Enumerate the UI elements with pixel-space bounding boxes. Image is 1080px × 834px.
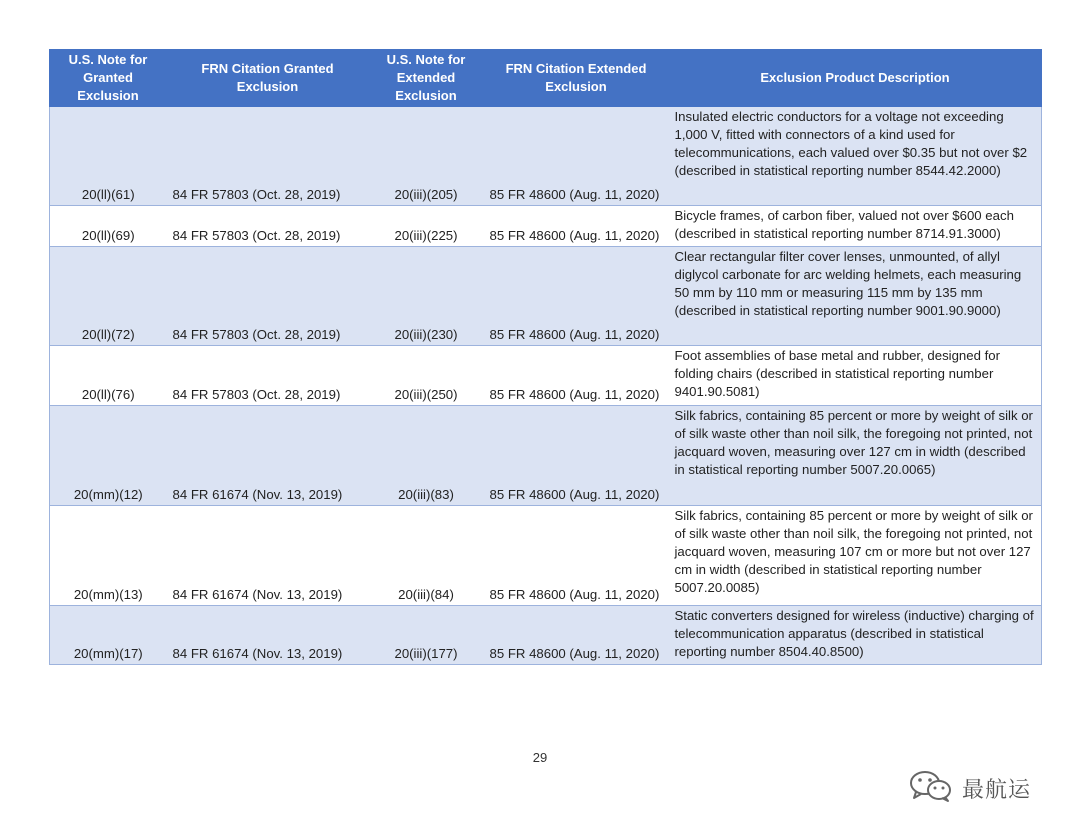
cell-description: Clear rectangular filter cover lenses, unmounted, of allyl diglycol carbonate for arc welding helmets, each measuring 50 mm by 110 mm or measuring 115 mm by 135 mm (described in statistical reporting number 9001.90.9000) <box>669 247 1042 346</box>
cell-frn-granted: 84 FR 61674 (Nov. 13, 2019) <box>167 406 369 506</box>
page-number: 29 <box>532 750 548 765</box>
table-header-row <box>50 50 1042 107</box>
cell-frn-granted: 84 FR 57803 (Oct. 28, 2019) <box>167 107 369 206</box>
cell-note-granted: 20(mm)(12) <box>50 406 167 506</box>
cell-frn-extended: 85 FR 48600 (Aug. 11, 2020) <box>484 206 669 247</box>
cell-note-extended: 20(iii)(205) <box>369 107 484 206</box>
cell-frn-extended: 85 FR 48600 (Aug. 11, 2020) <box>484 606 669 665</box>
cell-frn-extended: 85 FR 48600 (Aug. 11, 2020) <box>484 107 669 206</box>
cell-note-extended: 20(iii)(230) <box>369 247 484 346</box>
exclusions-table <box>49 49 1042 665</box>
cell-description: Static converters designed for wireless (inductive) charging of telecommunication apparatus (described in statistical reporting number 8504.40.8500) <box>669 606 1042 665</box>
cell-frn-extended: 85 FR 48600 (Aug. 11, 2020) <box>484 506 669 606</box>
table-row <box>50 406 1042 506</box>
header-frn-extended: FRN Citation Extended Exclusion <box>484 50 669 107</box>
cell-description: Foot assemblies of base metal and rubber, designed for folding chairs (described in statistical reporting number 9401.90.5081) <box>669 346 1042 406</box>
cell-frn-granted: 84 FR 57803 (Oct. 28, 2019) <box>167 206 369 247</box>
cell-frn-granted: 84 FR 61674 (Nov. 13, 2019) <box>167 606 369 665</box>
cell-description: Silk fabrics, containing 85 percent or more by weight of silk or of silk waste other than noil silk, the foregoing not printed, not jacquard woven, measuring over 127 cm in width (described in statistical reporting number 5007.20.0065) <box>669 406 1042 506</box>
header-note-granted: U.S. Note for Granted Exclusion <box>50 50 167 107</box>
cell-note-granted: 20(ll)(61) <box>50 107 167 206</box>
header-description: Exclusion Product Description <box>669 50 1042 107</box>
cell-note-granted: 20(mm)(13) <box>50 506 167 606</box>
cell-note-extended: 20(iii)(250) <box>369 346 484 406</box>
cell-note-extended: 20(iii)(177) <box>369 606 484 665</box>
cell-description: Silk fabrics, containing 85 percent or more by weight of silk or of silk waste other than noil silk, the foregoing not printed, not jacquard woven, measuring 107 cm or more but not over 127 cm in width (described in statistical reporting number 5007.20.0085) <box>669 506 1042 606</box>
cell-note-granted: 20(ll)(76) <box>50 346 167 406</box>
header-frn-granted: FRN Citation Granted Exclusion <box>167 50 369 107</box>
watermark-text: 最航运 <box>962 777 1032 803</box>
cell-frn-extended: 85 FR 48600 (Aug. 11, 2020) <box>484 346 669 406</box>
cell-frn-granted: 84 FR 61674 (Nov. 13, 2019) <box>167 506 369 606</box>
cell-description: Insulated electric conductors for a voltage not exceeding 1,000 V, fitted with connectors of a kind used for telecommunications, each valued over $0.35 but not over $2 (described in statistical reporting number 8544.42.2000) <box>669 107 1042 206</box>
cell-note-granted: 20(ll)(69) <box>50 206 167 247</box>
cell-frn-extended: 85 FR 48600 (Aug. 11, 2020) <box>484 247 669 346</box>
cell-note-extended: 20(iii)(84) <box>369 506 484 606</box>
cell-frn-granted: 84 FR 57803 (Oct. 28, 2019) <box>167 346 369 406</box>
table-row <box>50 606 1042 665</box>
cell-frn-granted: 84 FR 57803 (Oct. 28, 2019) <box>167 247 369 346</box>
cell-note-granted: 20(mm)(17) <box>50 606 167 665</box>
table-row <box>50 206 1042 247</box>
table-row <box>50 247 1042 346</box>
table-row <box>50 346 1042 406</box>
table-row <box>50 506 1042 606</box>
cell-note-extended: 20(iii)(225) <box>369 206 484 247</box>
cell-frn-extended: 85 FR 48600 (Aug. 11, 2020) <box>484 406 669 506</box>
table-row <box>50 107 1042 206</box>
cell-description: Bicycle frames, of carbon fiber, valued not over $600 each (described in statistical reporting number 8714.91.3000) <box>669 206 1042 247</box>
header-note-extended: U.S. Note for Extended Exclusion <box>369 50 484 107</box>
cell-note-granted: 20(ll)(72) <box>50 247 167 346</box>
watermark <box>908 770 1031 806</box>
cell-note-extended: 20(iii)(83) <box>369 406 484 506</box>
wechat-icon <box>908 769 954 808</box>
